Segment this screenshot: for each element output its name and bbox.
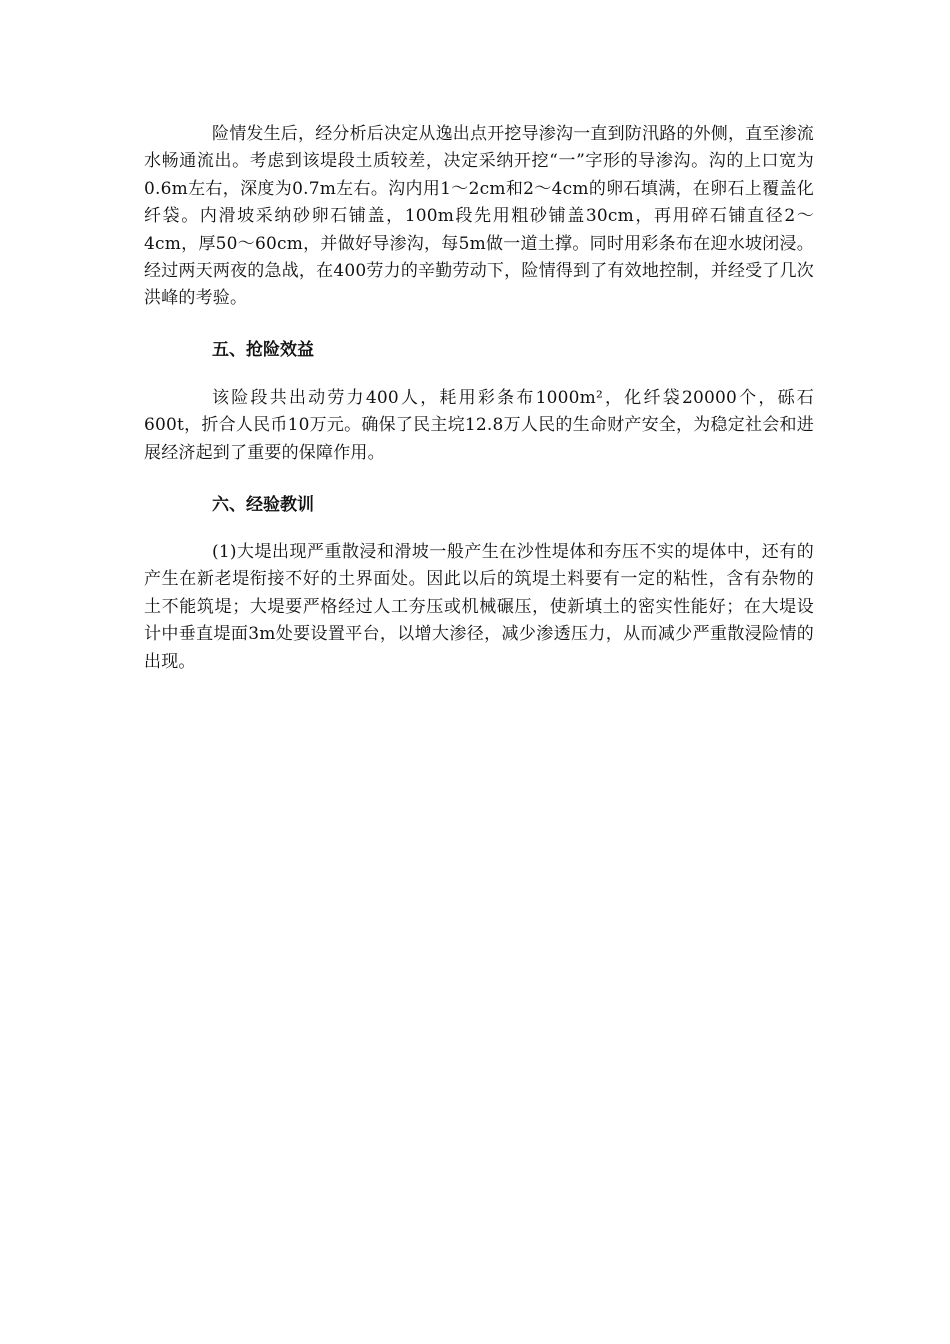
document-body (144, 121, 814, 676)
heading-rescue-benefits: 五、抢险效益 (212, 339, 314, 360)
paragraph-rescue-benefits: 该险段共出动劳力400人，耗用彩条布1000m²，化纤袋20000个，砾石600t，折合人民币10万元。确保了民主垸12.8万人民的生命财产安全，为稳定社会和进展经济起到了重要的保障作用。 (144, 387, 814, 463)
paragraph-emergency-measures: 险情发生后，经分析后决定从逸出点开挖导渗沟一直到防汛路的外侧，直至渗流水畅通流出。考虑到该堤段土质较差，决定采纳开挖“一”字形的导渗沟。沟的上口宽为0.6m左右，深度为0.7m左右。沟内用1～2cm和2～4cm的卵石填满，在卵石上覆盖化纤袋。内滑坡采纳砂卵石铺盖，100m段先用粗砂铺盖30cm，再用碎石铺直径2～4cm，厚50～60cm，并做好导渗沟，每5m做一道土撑。同时用彩条布在迎水坡闭浸。经过两天两夜的急战，在400劳力的辛勤劳动下，险情得到了有效地控制，并经受了几次洪峰的考验。 (144, 124, 814, 309)
heading-lessons-learned: 六、经验教训 (212, 495, 314, 516)
paragraph-lessons-learned: (1)大堤出现严重散浸和滑坡一般产生在沙性堤体和夯压不实的堤体中，还有的产生在新老堤衔接不好的土界面处。因此以后的筑堤土料要有一定的粘性，含有杂物的土不能筑堤；大堤要严格经过人工夯压或机械碾压，使新填土的密实性能好；在大堤设计中垂直堤面3m处要设置平台，以增大渗径，减少渗透压力，从而减少严重散浸险情的出现。 (144, 542, 814, 672)
